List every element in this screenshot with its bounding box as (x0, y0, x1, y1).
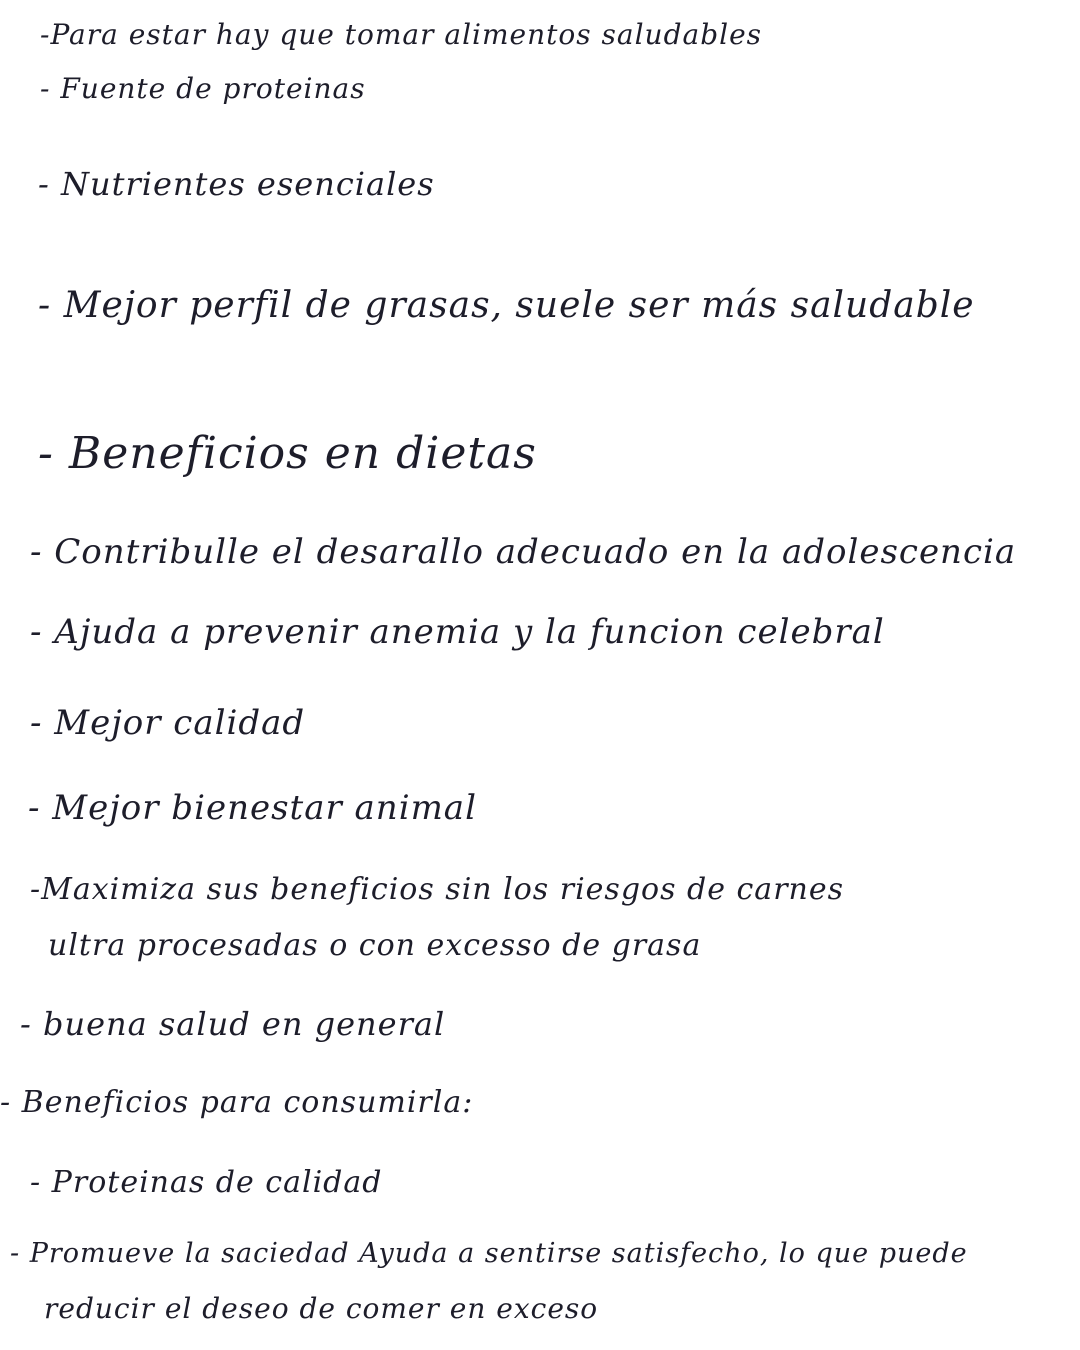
note-line-diet-benefits: - Beneficios en dietas (38, 428, 537, 479)
note-line-essential-nutrients: - Nutrientes esenciales (38, 165, 435, 203)
note-line-better-quality: - Mejor calidad (30, 703, 306, 743)
note-line-satiety: - Promueve la saciedad Ayuda a sentirse satisfecho, lo que puede (10, 1238, 968, 1269)
note-line-anemia-prevention: - Ajuda a prevenir anemia y la funcion celebral (30, 612, 885, 652)
note-line-adolescent-development: - Contribulle el desarallo adecuado en la adolescencia (30, 532, 1017, 572)
note-line-maximize-benefits: -Maximiza sus beneficios sin los riesgos de carnes (30, 872, 845, 907)
note-line-maximize-benefits-cont: ultra procesadas o con excesso de grasa (48, 928, 702, 963)
note-line-consumption-benefits: - Beneficios para consumirla: (0, 1085, 474, 1120)
note-line-protein-source: - Fuente de proteinas (40, 72, 366, 105)
note-line-satiety-cont: reducir el deseo de comer en exceso (44, 1292, 599, 1325)
note-line-quality-proteins: - Proteinas de calidad (30, 1165, 383, 1200)
note-line-general-health: - buena salud en general (20, 1005, 446, 1043)
note-line-healthy-foods: -Para estar hay que tomar alimentos saludables (40, 18, 763, 51)
note-line-fat-profile: - Mejor perfil de grasas, suele ser más saludable (38, 285, 975, 326)
note-line-animal-welfare: - Mejor bienestar animal (28, 788, 477, 828)
